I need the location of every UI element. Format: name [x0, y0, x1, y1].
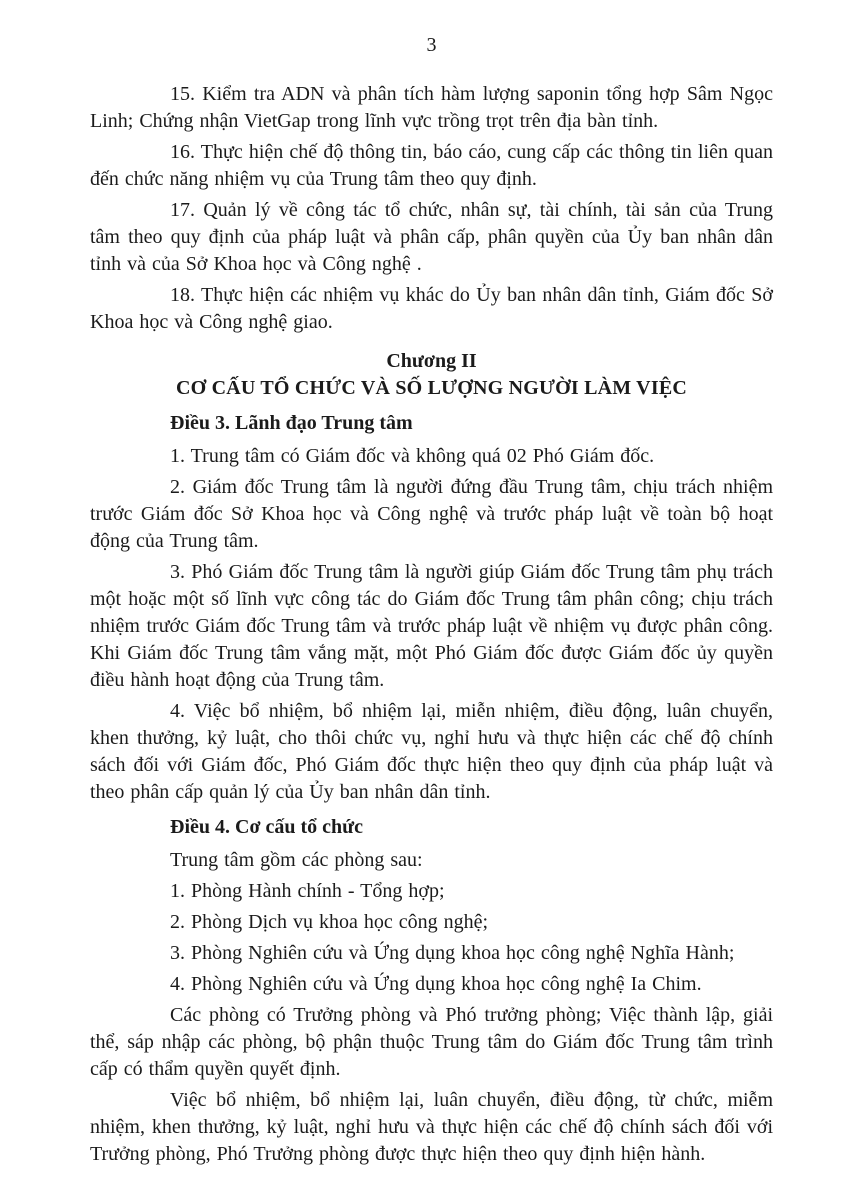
clause-15: 15. Kiểm tra ADN và phân tích hàm lượng saponin tổng hợp Sâm Ngọc Linh; Chứng nhận VietGap trong lĩnh vực trồng trọt trên địa bàn tỉnh.: [90, 83, 773, 132]
clause-16: 16. Thực hiện chế độ thông tin, báo cáo, cung cấp các thông tin liên quan đến chức năng nhiệm vụ của Trung tâm theo quy định.: [90, 141, 773, 190]
article-4-room-3: 3. Phòng Nghiên cứu và Ứng dụng khoa học công nghệ Nghĩa Hành;: [170, 942, 735, 964]
clause-18: 18. Thực hiện các nhiệm vụ khác do Ủy ban nhân dân tỉnh, Giám đốc Sở Khoa học và Công nghệ giao.: [90, 284, 773, 333]
article-4-establishment-paragraph: Các phòng có Trưởng phòng và Phó trưởng phòng; Việc thành lập, giải thể, sáp nhập các phòng, bộ phận thuộc Trung tâm do Giám đốc Trung tâm trình cấp có thẩm quyền quyết định.: [90, 1004, 773, 1080]
article-3-clause-3: 3. Phó Giám đốc Trung tâm là người giúp Giám đốc Trung tâm phụ trách một hoặc một số lĩnh vực công tác do Giám đốc Trung tâm phân công; chịu trách nhiệm trước Giám đốc Trung tâm và trước pháp luật về nhiệm vụ được phân công. Khi Giám đốc Trung tâm vắng mặt, một Phó Giám đốc được Giám đốc ủy quyền điều hành hoạt động của Trung tâm.: [90, 561, 773, 691]
article-4-appointment-paragraph: Việc bổ nhiệm, bổ nhiệm lại, luân chuyển, điều động, từ chức, miễm nhiệm, khen thưởng, kỷ luật, nghỉ hưu và thực hiện các chế độ chính sách đối với Trưởng phòng, Phó Trưởng phòng được thực hiện theo quy định hiện hành.: [90, 1089, 773, 1165]
article-4-intro: Trung tâm gồm các phòng sau:: [170, 849, 423, 871]
article-3-clause-4: 4. Việc bổ nhiệm, bổ nhiệm lại, miễn nhiệm, điều động, luân chuyển, khen thưởng, kỷ luật, cho thôi chức vụ, nghỉ hưu và thực hiện các chế độ chính sách đối với Giám đốc, Phó Giám đốc thực hiện theo quy định của pháp luật và theo phân cấp quản lý của Ủy ban nhân dân tỉnh.: [90, 700, 773, 803]
page-number: 3: [426, 34, 437, 56]
clause-17: 17. Quản lý về công tác tổ chức, nhân sự, tài chính, tài sản của Trung tâm theo quy định của pháp luật và phân cấp, phân quyền của Ủy ban nhân dân tỉnh và của Sở Khoa học và Công nghệ .: [90, 199, 773, 275]
article-4-room-4: 4. Phòng Nghiên cứu và Ứng dụng khoa học công nghệ Ia Chim.: [170, 973, 702, 995]
article-3-heading: Điều 3. Lãnh đạo Trung tâm: [170, 412, 413, 434]
article-4-room-2: 2. Phòng Dịch vụ khoa học công nghệ;: [170, 911, 489, 933]
article-4-heading: Điều 4. Cơ cấu tổ chức: [170, 816, 364, 838]
chapter-2-title: CƠ CẤU TỔ CHỨC VÀ SỐ LƯỢNG NGƯỜI LÀM VIỆC: [175, 377, 687, 399]
chapter-2-heading: [90, 348, 773, 402]
article-3-clause-1: 1. Trung tâm có Giám đốc và không quá 02 Phó Giám đốc.: [170, 445, 655, 467]
chapter-2-label: Chương II: [386, 350, 477, 372]
article-4-room-1: 1. Phòng Hành chính - Tổng hợp;: [170, 880, 445, 902]
article-3-clause-2: 2. Giám đốc Trung tâm là người đứng đầu Trung tâm, chịu trách nhiệm trước Giám đốc Sở Khoa học và Công nghệ và trước pháp luật về toàn bộ hoạt động của Trung tâm.: [90, 476, 773, 552]
